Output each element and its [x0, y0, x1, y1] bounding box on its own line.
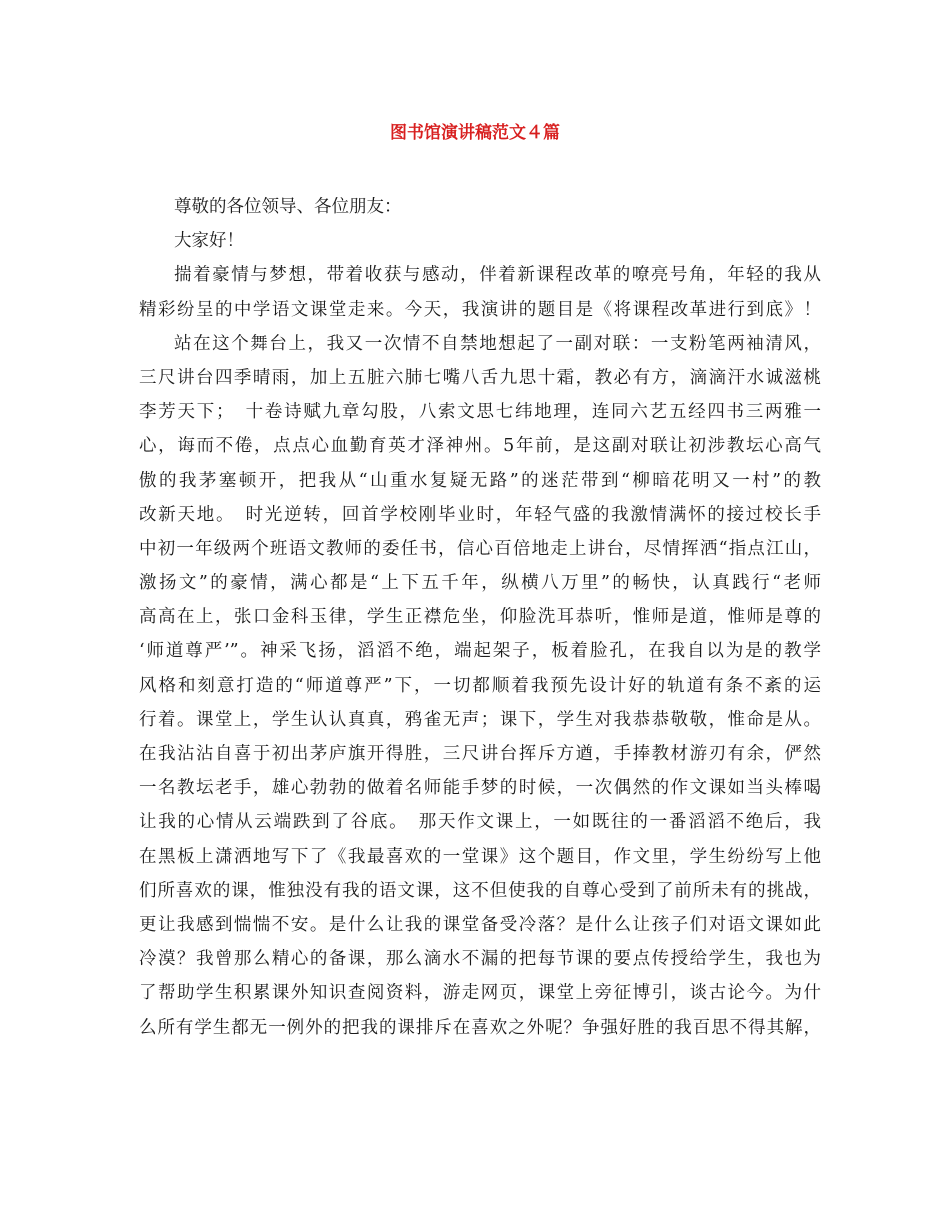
- greeting-line: 尊敬的各位领导、各位朋友：: [174, 197, 402, 217]
- paragraph-line: 风格和刻意打造的“师道尊严”下，一切都顺着我预先设计好的轨道有条不紊的运: [139, 675, 821, 696]
- paragraph-line: 精彩纷呈的中学语文课堂走来。今天，我演讲的题目是《将课程改革进行到底》！: [139, 299, 821, 320]
- paragraph-line: 改新天地。 时光逆转，回首学校刚毕业时，年轻气盛的我激情满怀的接过校长手: [139, 504, 821, 525]
- paragraph-line: 么所有学生都无一例外的把我的课排斥在喜欢之外呢？争强好胜的我百思不得其解，: [139, 1017, 821, 1038]
- paragraph-line: 行着。课堂上，学生认认真真，鸦雀无声；课下，学生对我恭恭敬敬，惟命是从。: [139, 709, 821, 730]
- paragraph-line: 让我的心情从云端跌到了谷底。 那天作文课上，一如既往的一番滔滔不绝后，我: [139, 812, 821, 833]
- paragraph-line: 傲的我茅塞顿开，把我从“山重水复疑无路”的迷茫带到“柳暗花明又一村”的教: [139, 470, 821, 491]
- paragraph-line: 冷漠？我曾那么精心的备课，那么滴水不漏的把每节课的要点传授给学生，我也为: [139, 949, 821, 970]
- paragraph-line: 中初一年级两个班语文教师的委任书，信心百倍地走上讲台，尽情挥洒“指点江山，: [139, 538, 821, 559]
- paragraph-line: 三尺讲台四季晴雨，加上五脏六肺七嘴八舌九思十霜，教必有方，滴滴汗水诚滋桃: [139, 367, 821, 388]
- paragraph-line: 在我沾沾自喜于初出茅庐旗开得胜，三尺讲台挥斥方遒，手捧教材游刃有余，俨然: [139, 744, 821, 764]
- document-body: [139, 190, 821, 1045]
- paragraph-line: ‘师道尊严’”。神采飞扬，滔滔不绝，端起架子，板着脸孔，在我自以为是的教学: [139, 641, 821, 662]
- paragraph-line: 站在这个舞台上，我又一次情不自禁地想起了一副对联：一支粉笔两袖清风，: [174, 333, 821, 354]
- paragraph-line: 激扬文”的豪情，满心都是“上下五千年，纵横八万里”的畅快，认真践行“老师: [139, 573, 821, 594]
- paragraph-line: 揣着豪情与梦想，带着收获与感动，伴着新课程改革的嘹亮号角，年轻的我从: [174, 265, 821, 286]
- salutation-line: 大家好！: [174, 231, 244, 252]
- paragraph-line: 李芳天下； 十卷诗赋九章勾股，八索文思七纬地理，连同六艺五经四书三两雅一: [139, 402, 821, 423]
- paragraph-line: 一名教坛老手，雄心勃勃的做着名师能手梦的时候，一次偶然的作文课如当头棒喝: [139, 778, 821, 799]
- paragraph-line: 在黑板上潇洒地写下了《我最喜欢的一堂课》这个题目，作文里，学生纷纷写上他: [139, 846, 821, 867]
- paragraph-line: 高高在上，张口金科玉律，学生正襟危坐，仰脸洗耳恭听，惟师是道，惟师是尊的: [139, 607, 821, 628]
- paragraph-line: 更让我感到惴惴不安。是什么让我的课堂备受冷落？是什么让孩子们对语文课如此: [139, 914, 821, 935]
- paragraph-line: 心，诲而不倦，点点心血勤育英才泽神州。5年前，是这副对联让初涉教坛心高气: [139, 436, 821, 457]
- document-title: 图书馆演讲稿范文４篇: [390, 123, 560, 143]
- paragraph-line: 了帮助学生积累课外知识查阅资料，游走网页，课堂上旁征博引，谈古论今。为什: [139, 983, 821, 1004]
- paragraph-line: 们所喜欢的课，惟独没有我的语文课，这不但使我的自尊心受到了前所未有的挑战，: [139, 880, 821, 901]
